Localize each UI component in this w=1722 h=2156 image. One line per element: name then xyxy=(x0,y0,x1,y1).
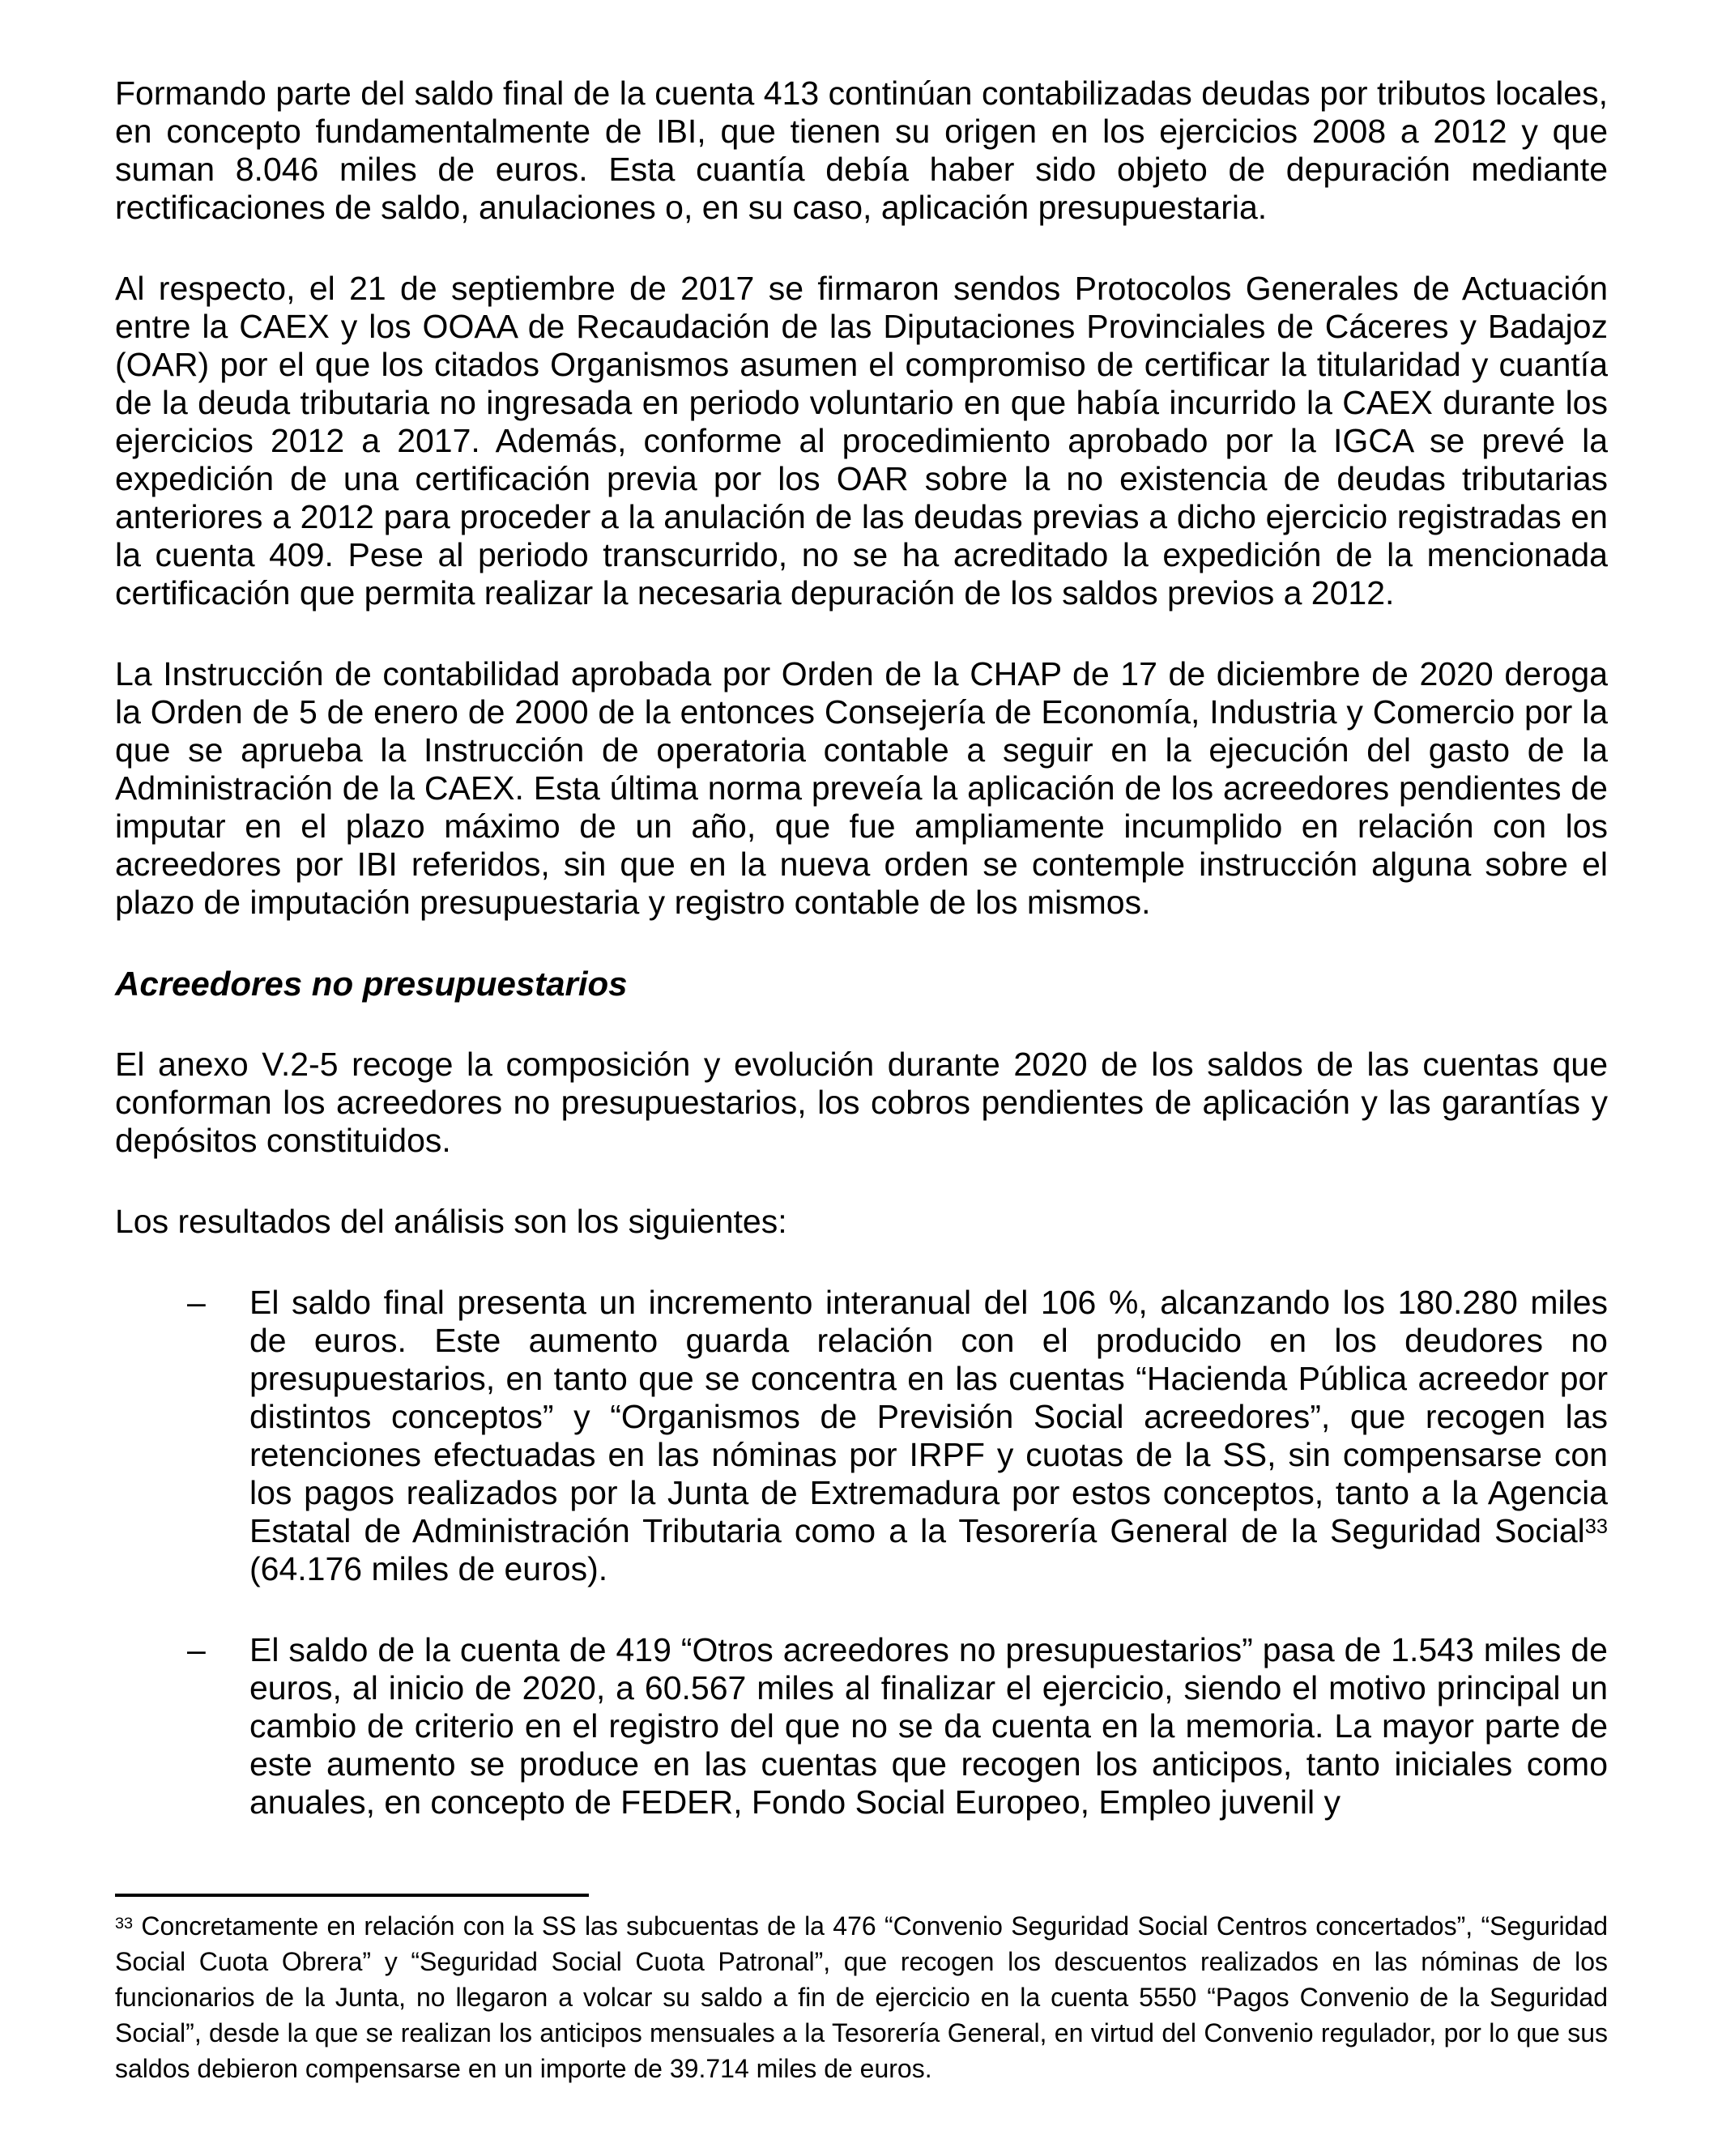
paragraph-instruccion-contabilidad: La Instrucción de contabilidad aprobada por Orden de la CHAP de 17 de diciembre de 2020 deroga la Orden de 5 de enero de 2000 de la entonces Consejería de Economía, Industria y Comercio por la que se aprueba la Instrucción de operatoria contable a seguir en la ejecución del gasto de la Administración de la CAEX. Esta última norma preveía la aplicación de los acreedores pendientes de imputar en el plazo máximo de un año, que fue ampliamente incumplido en relación con los acreedores por IBI referidos, sin que en la nueva orden se contemple instrucción alguna sobre el plazo de imputación presupuestaria y registro contable de los mismos. xyxy=(115,655,1608,921)
list-item-text-after-ref: (64.176 miles de euros). xyxy=(249,1550,608,1587)
footnote-text: Concretamente en relación con la SS las subcuentas de la 476 “Convenio Seguridad Social Centros concertados”, “Seguridad Social Cuota Obrera” y “Seguridad Social Cuota Patronal”, que recogen los descuentos realizados en las nóminas de los funcionarios de la Junta, no llegaron a volcar su saldo a fin de ejercicio en la cuenta 5550 “Pagos Convenio de la Seguridad Social”, desde la que se realizan los anticipos mensuales a la Tesorería General, en virtud del Convenio regulador, por lo que sus saldos debieron compensarse en un importe de 39.714 miles de euros. xyxy=(115,1911,1608,2083)
paragraph-resultados-analisis: Los resultados del análisis son los siguientes: xyxy=(115,1203,787,1240)
list-item-text: El saldo final presenta un incremento interanual del 106 %, alcanzando los 180.280 miles de euros. Este aumento guarda relación con el producido en los deudores no presupuestarios, en tanto que se concentra en las cuentas “Hacienda Pública acreedor por distintos conceptos” y “Organismos de Previsión Social acreedores”, que recogen las retenciones efectuadas en las nóminas por IRPF y cuotas de la SS, sin compensarse con los pagos realizados por la Junta de Extremadura por estos conceptos, tanto a la Agencia Estatal de Administración Tributaria como a la Tesorería General de la Seguridad Social xyxy=(249,1284,1608,1549)
section-heading-acreedores-no-presupuestarios: Acreedores no presupuestarios xyxy=(115,965,628,1003)
footnote xyxy=(115,1908,1608,2086)
list-item-cuenta-419 xyxy=(115,1631,1608,1822)
list-item-text: El saldo de la cuenta de 419 “Otros acreedores no presupuestarios” pasa de 1.543 miles de euros, al inicio de 2020, a 60.567 miles al finalizar el ejercicio, siendo el motivo principal un cambio de criterio en el registro del que no se da cuenta en la memoria. La mayor parte de este aumento se produce en las cuentas que recogen los anticipos, tanto iniciales como anuales, en concepto de FEDER, Fondo Social Europeo, Empleo juvenil y xyxy=(249,1631,1608,1821)
findings-list xyxy=(115,1284,1608,1822)
dash-bullet: – xyxy=(187,1284,206,1321)
footnote-separator xyxy=(115,1894,589,1897)
paragraph-protocolos-actuacion: Al respecto, el 21 de septiembre de 2017 se firmaron sendos Protocolos Generales de Actuación entre la CAEX y los OOAA de Recaudación de las Diputaciones Provinciales de Cáceres y Badajoz (OAR) por el que los citados Organismos asumen el compromiso de certificar la titularidad y cuantía de la deuda tributaria no ingresada en periodo voluntario en que había incurrido la CAEX durante los ejercicios 2012 a 2017. Además, conforme al procedimiento aprobado por la IGCA se prevé la expedición de una certificación previa por los OAR sobre la no existencia de deudas tributarias anteriores a 2012 para proceder a la anulación de las deudas previas a dicho ejercicio registradas en la cuenta 409. Pese al periodo transcurrido, no se ha acreditado la expedición de la mencionada certificación que permita realizar la necesaria depuración de los saldos previos a 2012. xyxy=(115,270,1608,611)
dash-bullet: – xyxy=(187,1631,206,1668)
paragraph-anexo-v2-5: El anexo V.2-5 recoge la composición y evolución durante 2020 de los saldos de las cuentas que conforman los acreedores no presupuestarios, los cobros pendientes de aplicación y las garantías y depósitos constituidos. xyxy=(115,1046,1608,1159)
list-item-saldo-final xyxy=(115,1284,1608,1588)
footnote-area xyxy=(115,1894,1608,2086)
paragraph-tributos-locales: Formando parte del saldo final de la cuenta 413 continúan contabilizadas deudas por tributos locales, en concepto fundamentalmente de IBI, que tienen su origen en los ejercicios 2008 a 2012 y que suman 8.046 miles de euros. Esta cuantía debía haber sido objeto de depuración mediante rectificaciones de saldo, anulaciones o, en su caso, aplicación presupuestaria. xyxy=(115,75,1608,226)
footnote-reference: 33 xyxy=(1584,1515,1608,1538)
footnote-marker: 33 xyxy=(115,1915,134,1933)
